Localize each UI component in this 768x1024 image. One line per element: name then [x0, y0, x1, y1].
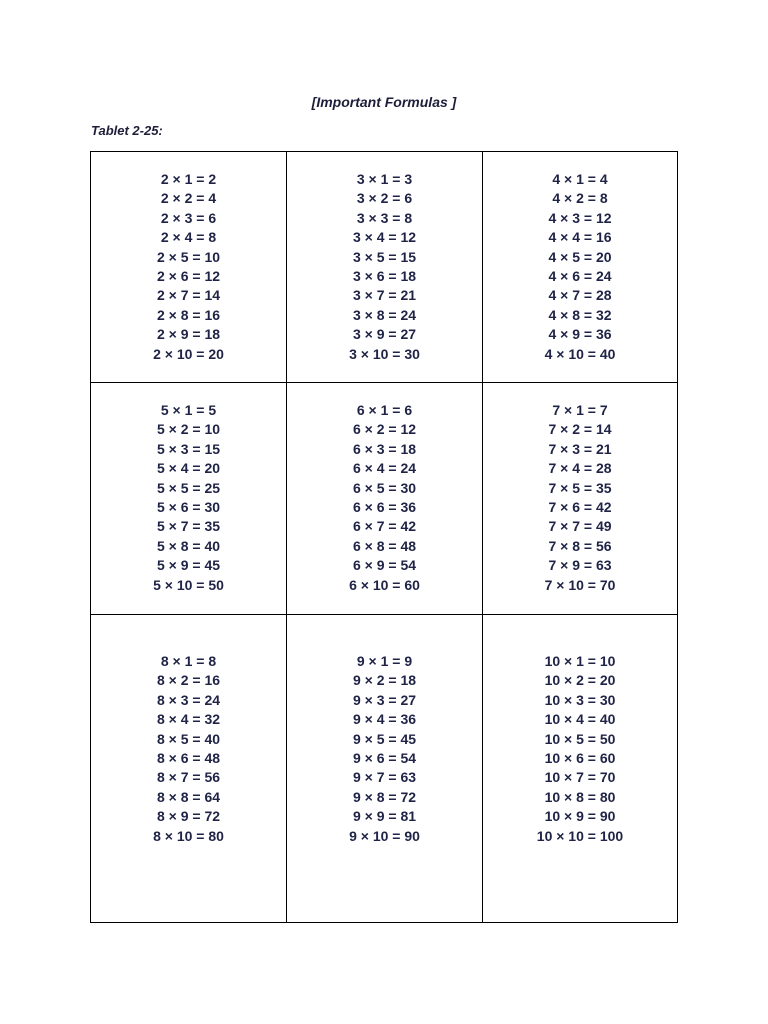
multiplication-table-8 — [91, 652, 286, 846]
table-line: 5 × 8 = 40 — [156, 537, 221, 554]
table-line: 2 × 1 = 2 — [160, 171, 217, 187]
table-line: 9 × 4 = 36 — [352, 711, 417, 728]
table-line: 7 × 8 = 56 — [548, 537, 612, 554]
table-line: 10 × 1 = 10 — [544, 653, 616, 669]
table-line: 6 × 8 = 48 — [352, 537, 417, 554]
table-line: 2 × 6 = 12 — [156, 268, 221, 285]
multiplication-table-9 — [287, 652, 482, 846]
table-line: 10 × 6 = 60 — [544, 750, 616, 767]
table-line: 4 × 9 = 36 — [548, 326, 612, 343]
table-line: 3 × 1 = 3 — [356, 171, 413, 187]
table-line: 3 × 2 = 6 — [356, 190, 413, 207]
table-line: 3 × 5 = 15 — [352, 248, 417, 265]
table-line: 5 × 1 = 5 — [160, 402, 217, 418]
table-line: 8 × 10 = 80 — [153, 827, 224, 844]
table-cell-8 — [91, 615, 287, 922]
table-line: 8 × 6 = 48 — [156, 750, 221, 767]
table-line: 7 × 3 = 21 — [548, 440, 612, 457]
table-line: 5 × 2 = 10 — [156, 421, 221, 438]
table-line: 10 × 2 = 20 — [544, 672, 616, 689]
table-line: 4 × 1 = 4 — [552, 171, 608, 187]
table-line: 6 × 6 = 36 — [352, 499, 417, 516]
table-line: 9 × 8 = 72 — [352, 788, 417, 805]
table-line: 2 × 7 = 14 — [156, 287, 221, 304]
table-line: 6 × 1 = 6 — [356, 402, 413, 418]
table-line: 4 × 6 = 24 — [548, 268, 612, 285]
table-line: 8 × 2 = 16 — [156, 672, 221, 689]
table-line: 3 × 7 = 21 — [352, 287, 417, 304]
table-line: 6 × 4 = 24 — [352, 460, 417, 477]
table-line: 7 × 1 = 7 — [552, 402, 608, 418]
table-line: 5 × 5 = 25 — [156, 479, 221, 496]
table-line: 7 × 7 = 49 — [548, 518, 612, 535]
table-label: Tablet 2-25: — [91, 123, 163, 138]
table-line: 2 × 4 = 8 — [160, 229, 217, 246]
table-line: 8 × 1 = 8 — [160, 653, 217, 669]
table-line: 10 × 3 = 30 — [544, 691, 616, 708]
multiplication-grid — [90, 151, 678, 923]
table-line: 3 × 6 = 18 — [352, 268, 417, 285]
table-line: 7 × 9 = 63 — [548, 557, 612, 574]
table-line: 7 × 10 = 70 — [544, 576, 616, 593]
table-cell-6 — [287, 383, 483, 615]
table-line: 3 × 8 = 24 — [352, 306, 417, 323]
table-line: 9 × 6 = 54 — [352, 750, 417, 767]
table-line: 5 × 4 = 20 — [156, 460, 221, 477]
table-line: 2 × 5 = 10 — [156, 248, 221, 265]
table-line: 3 × 4 = 12 — [352, 229, 417, 246]
table-line: 8 × 5 = 40 — [156, 730, 221, 747]
table-line: 8 × 9 = 72 — [156, 808, 221, 825]
table-line: 2 × 10 = 20 — [153, 345, 224, 362]
table-line: 10 × 7 = 70 — [544, 769, 616, 786]
table-cell-3 — [287, 152, 483, 383]
table-line: 2 × 3 = 6 — [160, 209, 217, 226]
table-line: 3 × 3 = 8 — [356, 209, 413, 226]
table-line: 10 × 4 = 40 — [544, 711, 616, 728]
table-line: 8 × 3 = 24 — [156, 691, 221, 708]
table-line: 4 × 10 = 40 — [544, 345, 616, 362]
table-line: 5 × 9 = 45 — [156, 557, 221, 574]
table-line: 7 × 4 = 28 — [548, 460, 612, 477]
table-line: 9 × 10 = 90 — [349, 827, 420, 844]
table-line: 8 × 7 = 56 — [156, 769, 221, 786]
table-line: 6 × 3 = 18 — [352, 440, 417, 457]
table-line: 10 × 5 = 50 — [544, 730, 616, 747]
table-line: 4 × 4 = 16 — [548, 229, 612, 246]
table-line: 3 × 9 = 27 — [352, 326, 417, 343]
table-line: 9 × 9 = 81 — [352, 808, 417, 825]
table-cell-5 — [91, 383, 287, 615]
table-line: 10 × 10 = 100 — [536, 827, 624, 844]
table-line: 9 × 3 = 27 — [352, 691, 417, 708]
table-line: 6 × 7 = 42 — [352, 518, 417, 535]
page-title: [Important Formulas ] — [311, 94, 457, 110]
table-line: 4 × 3 = 12 — [548, 209, 612, 226]
table-line: 2 × 9 = 18 — [156, 326, 221, 343]
table-line: 10 × 9 = 90 — [544, 808, 616, 825]
table-line: 2 × 8 = 16 — [156, 306, 221, 323]
table-line: 7 × 6 = 42 — [548, 499, 612, 516]
table-line: 7 × 5 = 35 — [548, 479, 612, 496]
multiplication-table-6 — [287, 401, 482, 595]
table-line: 9 × 2 = 18 — [352, 672, 417, 689]
table-line: 6 × 10 = 60 — [349, 576, 420, 593]
table-line: 8 × 4 = 32 — [156, 711, 221, 728]
table-cell-4 — [483, 152, 677, 383]
multiplication-table-10 — [483, 652, 677, 846]
table-line: 4 × 8 = 32 — [548, 306, 612, 323]
table-line: 7 × 2 = 14 — [548, 421, 612, 438]
multiplication-table-5 — [91, 401, 286, 595]
table-line: 6 × 9 = 54 — [352, 557, 417, 574]
table-cell-10 — [483, 615, 677, 922]
table-line: 3 × 10 = 30 — [349, 345, 420, 362]
table-cell-2 — [91, 152, 287, 383]
table-line: 8 × 8 = 64 — [156, 788, 221, 805]
table-line: 5 × 6 = 30 — [156, 499, 221, 516]
table-line: 9 × 1 = 9 — [356, 653, 413, 669]
table-line: 4 × 2 = 8 — [552, 190, 608, 207]
table-line: 4 × 7 = 28 — [548, 287, 612, 304]
multiplication-table-3 — [287, 170, 482, 364]
table-line: 6 × 5 = 30 — [352, 479, 417, 496]
table-line: 6 × 2 = 12 — [352, 421, 417, 438]
table-line: 5 × 10 = 50 — [153, 576, 224, 593]
multiplication-table-7 — [483, 401, 677, 595]
multiplication-table-2 — [91, 170, 286, 364]
table-cell-9 — [287, 615, 483, 922]
table-line: 10 × 8 = 80 — [544, 788, 616, 805]
table-line: 2 × 2 = 4 — [160, 190, 217, 207]
multiplication-table-4 — [483, 170, 677, 364]
table-line: 9 × 7 = 63 — [352, 769, 417, 786]
table-cell-7 — [483, 383, 677, 615]
table-line: 4 × 5 = 20 — [548, 248, 612, 265]
table-line: 5 × 7 = 35 — [156, 518, 221, 535]
table-line: 5 × 3 = 15 — [156, 440, 221, 457]
table-line: 9 × 5 = 45 — [352, 730, 417, 747]
